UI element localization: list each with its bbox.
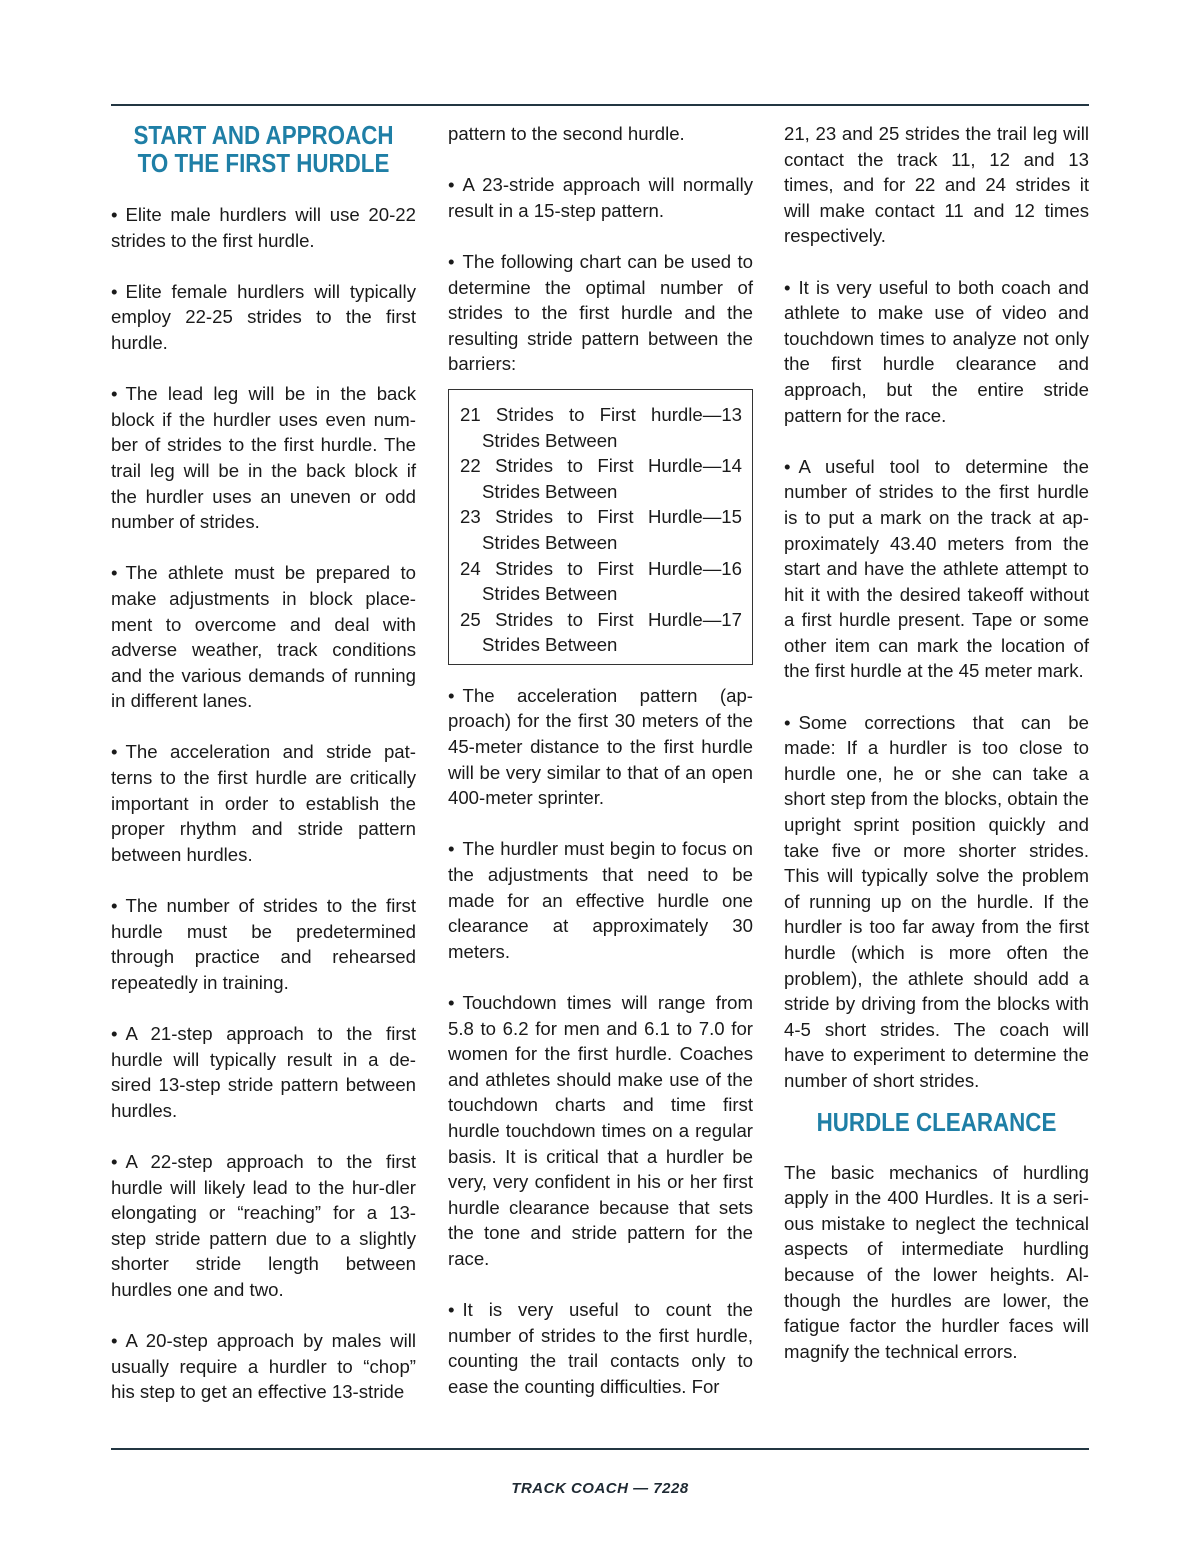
chart-row-main: 22 Strides to First Hurdle—14: [460, 455, 742, 477]
section-heading-start-approach: [132, 121, 394, 177]
bullet-icon: •: [448, 1299, 455, 1321]
heading-line-2: TO THE FIRST HURDLE: [137, 148, 390, 178]
bullet-icon: •: [448, 250, 455, 272]
paragraph: • The number of strides to the first hurdle must be predetermined through practice and rehearsed repeatedly in training.: [111, 895, 416, 993]
chart-row-sub: Strides Between: [482, 634, 618, 656]
paragraph: • The athlete must be prepared to make adjustments in block place-ment to overcome and deal with adverse weather, track conditions and the various demands of running in different lanes.: [111, 562, 416, 712]
column-2: [448, 121, 753, 1425]
bullet-icon: •: [111, 1023, 118, 1044]
bullet-icon: •: [111, 383, 118, 405]
chart-row-sub: Strides Between: [482, 531, 618, 553]
bullet-icon: •: [448, 174, 455, 196]
chart-row-sub: Strides Between: [482, 480, 618, 502]
bullet-icon: •: [111, 562, 118, 584]
paragraph-continuation: pattern to the second hurdle.: [448, 123, 685, 144]
column-3: [784, 121, 1089, 1390]
paragraph: • It is very useful to both coach and athlete to make use of video and touchdown times to analyze not only the first hurdle clearance and approach, but the entire stride pattern for the race.: [784, 276, 1089, 426]
bottom-rule: [111, 1448, 1089, 1450]
paragraph: The basic mechanics of hurdling apply in the 400 Hurdles. It is a seri-ous mistake to neglect the technical aspects of intermediate hurdling because of the lower heights. Al-though the hurdles are lower, the fatigue factor the hurdler faces will magnify the technical errors.: [784, 1161, 1089, 1362]
paragraph-continuation: 21, 23 and 25 strides the trail leg will contact the track 11, 12 and 13 times, and for 22 and 24 strides it will make contact 11 and 12 times respectively.: [784, 123, 1089, 247]
chart-row-sub: Strides Between: [482, 583, 618, 605]
top-rule: [111, 104, 1089, 106]
chart-row-main: 24 Strides to First Hurdle—16: [460, 557, 742, 579]
paragraph: • Some corrections that can be made: If a hurdler is too close to hurdle one, he or she can take a short step from the blocks, obtain the upright sprint position quickly and take five or more shorter strides. This will typically solve the problem of running up on the hurdle. If the hurdler is too far away from the first hurdle (which is more often the problem), the athlete should add a stride by driving from the blocks with 4-5 short strides. The coach will have to experiment to determine the number of short strides.: [784, 711, 1089, 1091]
bullet-icon: •: [111, 204, 118, 225]
page-footer: TRACK COACH — 7228: [511, 1480, 689, 1497]
section-heading-hurdle-clearance: HURDLE CLEARANCE: [816, 1106, 1057, 1137]
chart-row-main: 23 Strides to First Hurdle—15: [460, 506, 742, 528]
bullet-icon: •: [111, 895, 118, 917]
bullet-icon: •: [111, 741, 118, 763]
heading-line-1: START AND APPROACH: [133, 120, 394, 150]
chart-row-main: 25 Strides to First Hurdle—17: [460, 608, 742, 630]
bullet-icon: •: [111, 1150, 118, 1172]
paragraph: • A useful tool to determine the number of strides to the first hurdle is to put a mark on the track at ap-proximately 43.40 meters from the start and have the athlete attempt to hit it with the desired takeoff without a first hurdle present. Tape or some other item can mark the location of the first hurdle at the 45 meter mark.: [784, 455, 1089, 682]
paragraph: • A 20-step approach by males will usually require a hurdler to “chop” his step to get an effective 13-stride: [111, 1330, 416, 1403]
chart-row-main: 21 Strides to First hurdle—13: [460, 403, 742, 425]
paragraph: • Touchdown times will range from 5.8 to 6.2 for men and 6.1 to 7.0 for women for the first hurdle. Coaches and athletes should make use of the touchdown charts and time first hurdle touchdown times on a regular basis. It is critical that a hurdler be very, very confident in his or her first hurdle clearance because that sets the tone and stride pattern for the race.: [448, 992, 753, 1269]
paragraph: • The following chart can be used to determine the optimal number of strides to the first hurdle and the resulting stride pattern between the barriers:: [448, 250, 753, 375]
stride-chart-box: [448, 389, 753, 665]
bullet-icon: •: [448, 992, 455, 1013]
bullet-icon: •: [111, 280, 118, 302]
paragraph: • The acceleration pattern (ap-proach) for the first 30 meters of the 45-meter distance to the first hurdle will be very similar to that of an open 400-meter sprinter.: [448, 684, 753, 809]
column-1: [111, 121, 416, 1431]
bullet-icon: •: [784, 455, 791, 477]
paragraph: • The lead leg will be in the back block if the hurdler uses even num-ber of strides to the first hurdle. The trail leg will be in the back block if the hurdler uses an uneven or odd number of strides.: [111, 383, 416, 533]
paragraph: • A 22-step approach to the first hurdle will likely lead to the hur-dler elongating or “reaching” for a 13-step stride pattern due to a slightly shorter stride length between hurdles one and two.: [111, 1150, 416, 1300]
bullet-icon: •: [448, 684, 455, 706]
paragraph: • The hurdler must begin to focus on the adjustments that need to be made for an effective hurdle one clearance at approximately 30 meters.: [448, 838, 753, 962]
paragraph: • A 21-step approach to the first hurdle will typically result in a de-sired 13-step stride pattern between hurdles.: [111, 1023, 416, 1121]
chart-row-sub: Strides Between: [482, 429, 618, 451]
paragraph: • The acceleration and stride pat-terns to the first hurdle are critically important in order to establish the proper rhythm and stride pattern between hurdles.: [111, 741, 416, 865]
bullet-icon: •: [784, 276, 791, 298]
bullet-icon: •: [784, 711, 791, 733]
paragraph: • Elite female hurdlers will typically employ 22-25 strides to the first hurdle.: [111, 280, 416, 353]
paragraph: • Elite male hurdlers will use 20-22 strides to the first hurdle.: [111, 204, 416, 251]
bullet-icon: •: [448, 838, 455, 860]
paragraph: • A 23-stride approach will normally result in a 15-step pattern.: [448, 174, 753, 221]
paragraph: • It is very useful to count the number of strides to the first hurdle, counting the trail contacts only to ease the counting difficulties. For: [448, 1299, 753, 1397]
bullet-icon: •: [111, 1330, 118, 1352]
